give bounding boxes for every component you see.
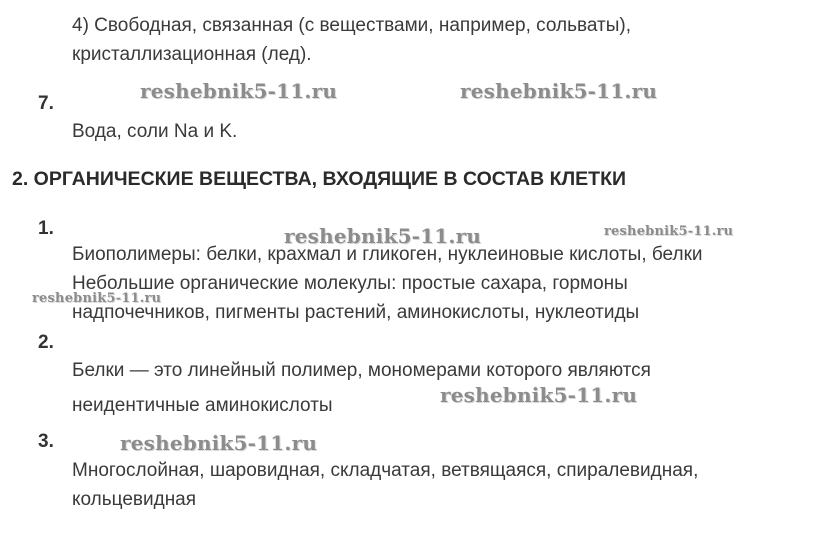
item-2-line-2: неидентичные аминокислоты [72, 395, 333, 416]
item-1-line-2: Небольшие органические молекулы: простые сахара, гормоны [72, 273, 628, 294]
watermark: reshebnik5-11.ru [460, 79, 658, 103]
item-3-number: 3. [38, 431, 54, 452]
item-2-line-1: Белки — это линейный полимер, мономерами которого являются [72, 360, 651, 381]
watermark: reshebnik5-11.ru [440, 383, 638, 407]
item-1-number: 1. [38, 218, 54, 239]
item-7-text: Вода, соли Na и K. [72, 121, 238, 142]
section-heading: 2. ОРГАНИЧЕСКИЕ ВЕЩЕСТВА, ВХОДЯЩИЕ В СОСТАВ КЛЕТКИ [12, 168, 627, 190]
item-1-line-1: Биополимеры: белки, крахмал и гликоген, нуклеиновые кислоты, белки [72, 244, 703, 265]
continuation-line-2: кристаллизационная (лед). [72, 44, 312, 65]
item-7-number: 7. [38, 93, 54, 114]
item-2-number: 2. [38, 332, 54, 353]
continuation-line-1: 4) Свободная, связанная (с веществами, например, сольваты), [72, 15, 631, 36]
watermark: reshebnik5-11.ru [120, 431, 318, 455]
item-3-line-2: кольцевидная [72, 489, 197, 510]
item-1-line-3: надпочечников, пигменты растений, аминокислоты, нуклеотиды [72, 302, 640, 323]
watermark: reshebnik5-11.ru [140, 79, 338, 103]
watermark: reshebnik5-11.ru [284, 224, 482, 248]
item-3-line-1: Многослойная, шаровидная, складчатая, ветвящаяся, спиралевидная, [72, 460, 699, 481]
watermark: reshebnik5-11.ru [604, 224, 734, 239]
watermark: reshebnik5-11.ru [32, 291, 162, 306]
